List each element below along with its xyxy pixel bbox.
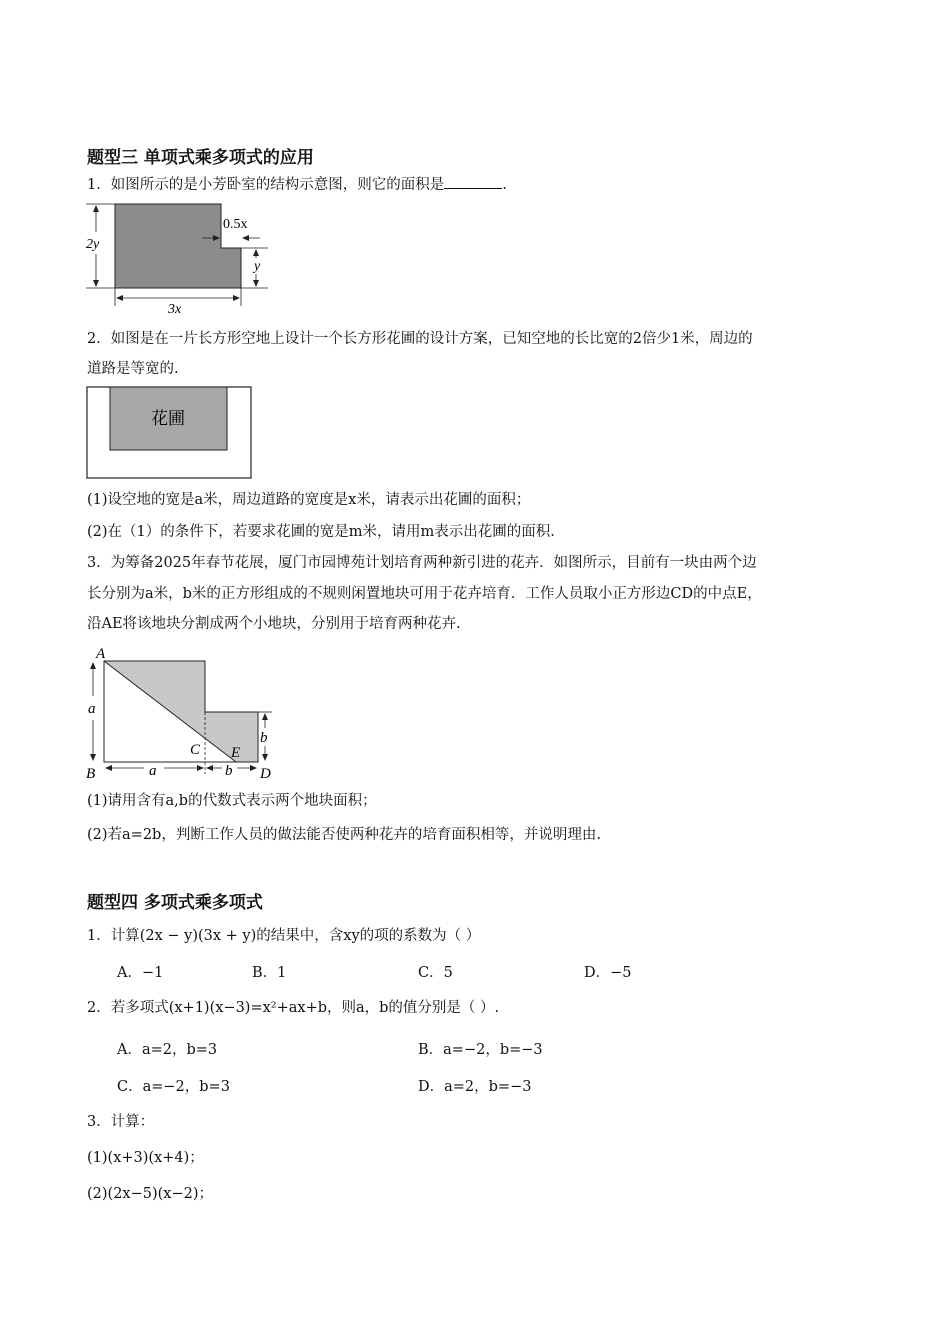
option-4-2-d[interactable]: D．a=2，b=−3 (418, 1079, 532, 1095)
point-E: E (231, 745, 241, 761)
answer-blank[interactable] (444, 174, 502, 189)
option-4-1-a[interactable]: A．−1 (117, 965, 164, 981)
question-3-2-part2: (2)在（1）的条件下，若要求花圃的宽是m米，请用m表示出花圃的面积. (87, 524, 555, 540)
option-4-2-c[interactable]: C．a=−2，b=3 (117, 1079, 230, 1095)
option-4-1-b[interactable]: B．1 (252, 965, 287, 981)
flower-bed-figure (86, 386, 253, 480)
question-3-3-line2: 长分别为a米，b米的正方形组成的不规则闲置地块可用于花卉培育．工作人员取小正方形边CD的中点E， (87, 586, 762, 602)
bedroom-figure (84, 196, 274, 318)
question-3-3-line1: 3．为筹备2025年春节花展，厦门市园博苑计划培育两种新引进的花卉．如图所示，目前有一块由两个边 (87, 555, 757, 571)
label-3x: 3x (168, 302, 182, 317)
question-4-3: 3．计算： (87, 1114, 155, 1130)
question-4-2: 2．若多项式(x+1)(x−3)=x²+ax+b，则a，b的值分别是（ ）. (87, 1000, 500, 1016)
question-3-3-part1: (1)请用含有a,b的代数式表示两个地块面积； (87, 793, 377, 809)
question-3-2-line2: 道路是等宽的. (87, 361, 179, 377)
option-4-1-c[interactable]: C．5 (418, 965, 453, 981)
option-4-2-b[interactable]: B．a=−2，b=−3 (418, 1042, 543, 1058)
question-4-3-part1: (1)(x+3)(x+4)； (87, 1150, 204, 1166)
question-4-3-part2: (2)(2x−5)(x−2)； (87, 1186, 213, 1202)
label-2y: 2y (86, 237, 100, 252)
point-B: B (86, 766, 96, 782)
label-a-left: a (88, 701, 96, 717)
point-A: A (96, 646, 106, 662)
point-C: C (190, 742, 201, 758)
question-3-3-line3: 沿AE将该地块分割成两个小地块，分别用于培育两种花卉. (87, 616, 461, 632)
flower-bed-label: 花圃 (151, 409, 185, 429)
label-b-right: b (260, 730, 268, 746)
question-3-2-part1: (1)设空地的宽是a米，周边道路的宽度是x米，请表示出花圃的面积； (87, 492, 531, 508)
label-a-bottom: a (149, 763, 157, 779)
option-4-1-d[interactable]: D．−5 (584, 965, 632, 981)
question-3-3-part2: (2)若a=2b，判断工作人员的做法能否使两种花卉的培育面积相等，并说明理由. (87, 827, 601, 843)
label-0.5x: 0.5x (223, 217, 248, 232)
section-title-4: 题型四 多项式乘多项式 (87, 893, 263, 913)
question-text: 1．如图所示的是小芳卧室的结构示意图，则它的面积是 (87, 177, 445, 193)
label-b-bottom: b (225, 763, 233, 779)
point-D: D (260, 766, 271, 782)
question-3-2-line1: 2．如图是在一片长方形空地上设计一个长方形花圃的设计方案，已知空地的长比宽的2倍少1米，周边的 (87, 331, 753, 347)
question-3-1 (87, 174, 507, 195)
label-y: y (254, 259, 261, 274)
section-title-3: 题型三 单项式乘多项式的应用 (87, 148, 314, 168)
option-4-2-a[interactable]: A．a=2，b=3 (117, 1042, 218, 1058)
question-text-end: . (502, 177, 507, 193)
squares-figure (84, 644, 276, 782)
question-4-1: 1．计算(2x − y)(3x + y)的结果中，含xy的项的系数为（ ） (87, 928, 481, 944)
